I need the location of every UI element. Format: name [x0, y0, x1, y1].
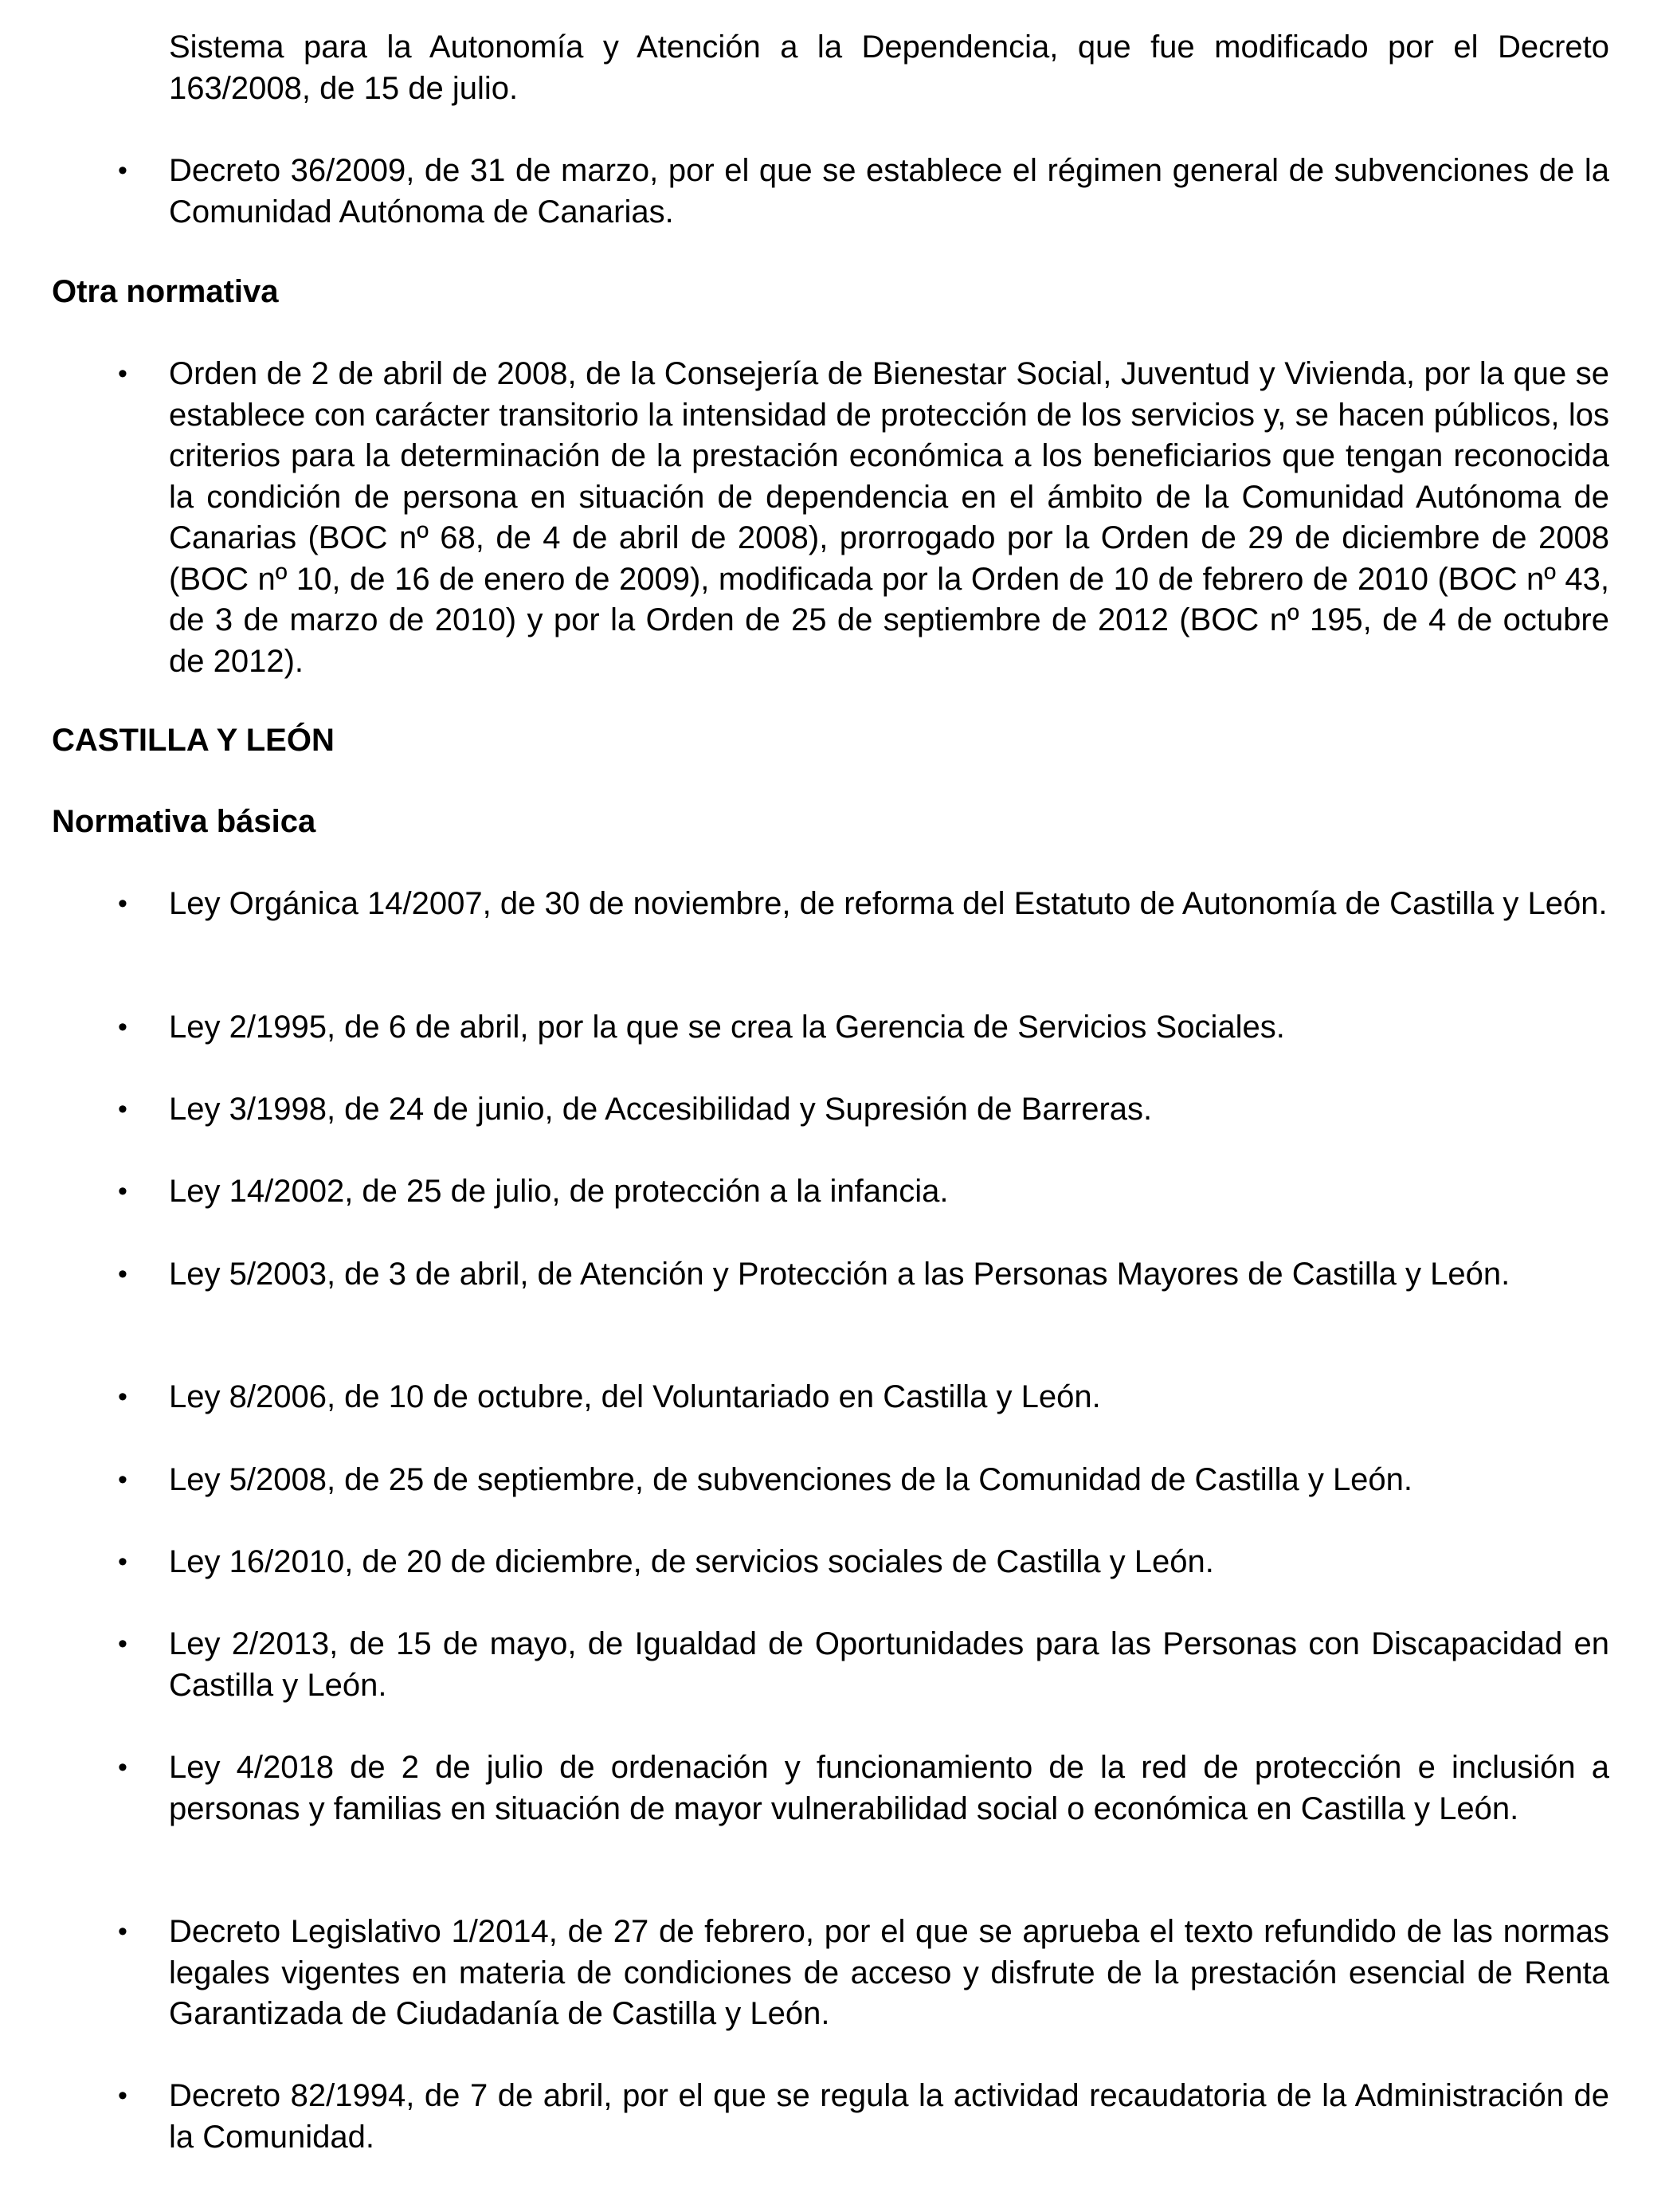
bullet-icon: • — [118, 359, 127, 389]
list-item-text: Ley 16/2010, de 20 de diciembre, de servicios sociales de Castilla y León. — [169, 1544, 1214, 1579]
bullet-icon: • — [118, 1916, 127, 1947]
continuation-paragraph: Sistema para la Autonomía y Atención a la Dependencia, que fue modificado por el Decreto 163/2008, de 15 de julio. — [169, 29, 1609, 106]
list-item-text: Ley 8/2006, de 10 de octubre, del Voluntariado en Castilla y León. — [169, 1379, 1101, 1414]
list-item-text: Decreto 82/1994, de 7 de abril, por el que se regula la actividad recaudatoria de la Administración de la Comunidad. — [169, 2078, 1609, 2155]
list-item-text: Ley 2/2013, de 15 de mayo, de Igualdad de Oportunidades para las Personas con Discapacidad en Castilla y León. — [169, 1626, 1609, 1703]
bullet-icon: • — [118, 155, 127, 186]
bullet-icon: • — [118, 888, 127, 919]
bullet-icon: • — [118, 1752, 127, 1783]
bullet-icon: • — [118, 1094, 127, 1124]
list-item-text: Decreto 36/2009, de 31 de marzo, por el que se establece el régimen general de subvenciones de la Comunidad Autónoma de Canarias. — [169, 153, 1609, 229]
list-item-text: Ley 2/1995, de 6 de abril, por la que se crea la Gerencia de Servicios Sociales. — [169, 1010, 1285, 1045]
bullet-icon: • — [118, 1382, 127, 1412]
section-heading-castilla-leon: CASTILLA Y LEÓN — [52, 723, 335, 758]
list-item-text: Orden de 2 de abril de 2008, de la Consejería de Bienestar Social, Juventud y Vivienda, por la que se establece con carácter transitorio la intensidad de protección de los servicios y, se hacen públicos, los criterios para la determinación de la prestación económica a los beneficiarios que tengan reconocida la condición de persona en situación de dependencia en el ámbito de la Comunidad Autónoma de Canarias (BOC nº 68, de 4 de abril de 2008), prorrogado por la Orden de 29 de diciembre de 2008 (BOC nº 10, de 16 de enero de 2009), modificada por la Orden de 10 de febrero de 2010 (BOC nº 43, de 3 de marzo de 2010) y por la Orden de 25 de septiembre de 2012 (BOC nº 195, de 4 de octubre de 2012). — [169, 356, 1609, 679]
bullet-icon: • — [118, 2081, 127, 2111]
list-item-text: Ley 14/2002, de 25 de julio, de protección a la infancia. — [169, 1174, 949, 1209]
list-item-text: Ley 5/2003, de 3 de abril, de Atención y Protección a las Personas Mayores de Castilla y León. — [169, 1257, 1510, 1292]
list-item-text: Ley 4/2018 de 2 de julio de ordenación y funcionamiento de la red de protección e inclusión a personas y familias en situación de mayor vulnerabilidad social o económica en Castilla y León. — [169, 1750, 1609, 1826]
section-heading-normativa-basica: Normativa básica — [52, 804, 316, 839]
list-item-text: Ley Orgánica 14/2007, de 30 de noviembre, de reforma del Estatuto de Autonomía de Castilla y León. — [169, 886, 1608, 921]
list-item-text: Ley 3/1998, de 24 de junio, de Accesibilidad y Supresión de Barreras. — [169, 1092, 1153, 1127]
bullet-icon: • — [118, 1547, 127, 1577]
list-item-text: Ley 5/2008, de 25 de septiembre, de subvenciones de la Comunidad de Castilla y León. — [169, 1462, 1413, 1497]
bullet-icon: • — [118, 1176, 127, 1206]
bullet-icon: • — [118, 1629, 127, 1659]
bullet-icon: • — [118, 1465, 127, 1495]
list-item-text: Decreto Legislativo 1/2014, de 27 de febrero, por el que se aprueba el texto refundido de las normas legales vigentes en materia de condiciones de acceso y disfrute de la prestación esencial de Renta Garantizada de Ciudadanía de Castilla y León. — [169, 1914, 1609, 2031]
bullet-icon: • — [118, 1012, 127, 1042]
bullet-icon: • — [118, 1259, 127, 1289]
section-heading-otra-normativa: Otra normativa — [52, 274, 279, 309]
